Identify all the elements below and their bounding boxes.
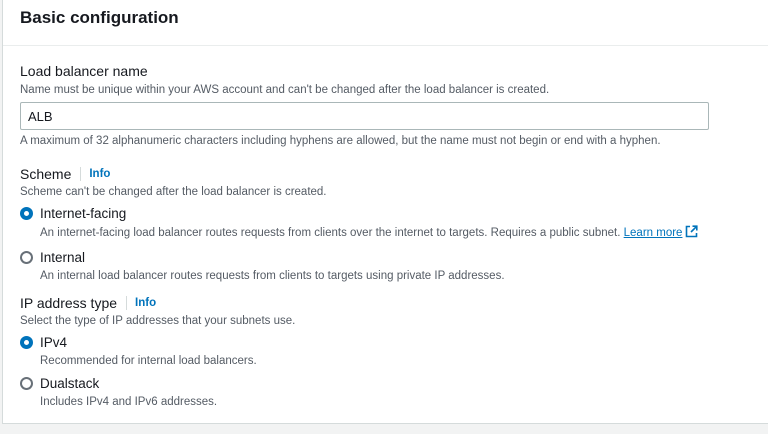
info-separator: [80, 167, 81, 181]
scheme-description: Scheme can't be changed after the load balancer is created.: [20, 186, 327, 198]
ip-type-option-dualstack[interactable]: [20, 375, 295, 410]
scheme-label: Scheme: [20, 166, 72, 182]
external-link-icon[interactable]: [685, 225, 698, 243]
basic-configuration-panel: [2, 0, 768, 424]
option-label: Internet-facing: [40, 206, 127, 221]
scheme-option-internet-facing[interactable]: [20, 205, 698, 243]
lb-name-constraint: A maximum of 32 alphanumeric characters including hyphens are allowed, but the name must not begin or end with a hyphen.: [20, 135, 661, 147]
option-label: IPv4: [40, 335, 68, 350]
lb-name-input[interactable]: [20, 102, 709, 130]
option-description: Includes IPv4 and IPv6 addresses.: [40, 396, 218, 408]
scheme-field: [20, 165, 698, 284]
radio-dualstack[interactable]: [20, 377, 33, 390]
ip-type-description: Select the type of IP addresses that your subnets use.: [20, 315, 296, 327]
lb-name-label: Load balancer name: [20, 63, 148, 79]
option-description: Recommended for internal load balancers.: [40, 355, 257, 367]
radio-ipv4[interactable]: [20, 336, 33, 349]
ip-type-field: [20, 294, 295, 410]
option-label: Internal: [40, 250, 86, 265]
option-description: An internal load balancer routes requests from clients to targets using private IP addresses.: [40, 270, 505, 282]
panel-title: Basic configuration: [20, 8, 179, 27]
ip-type-label-row: [20, 294, 295, 312]
option-label: Dualstack: [40, 376, 100, 391]
lb-name-field: [20, 62, 709, 149]
radio-internet-facing[interactable]: [20, 207, 33, 220]
ip-type-option-ipv4[interactable]: [20, 334, 295, 369]
scheme-label-row: [20, 165, 698, 183]
radio-internal[interactable]: [20, 251, 33, 264]
info-separator: [126, 296, 127, 310]
scheme-info-link[interactable]: Info: [89, 168, 111, 180]
scheme-option-internal[interactable]: [20, 249, 698, 284]
ip-type-label: IP address type: [20, 295, 118, 311]
lb-name-description: Name must be unique within your AWS account and can't be changed after the load balancer is created.: [20, 84, 550, 96]
ip-type-info-link[interactable]: Info: [135, 297, 157, 309]
panel-header: [3, 0, 768, 46]
option-description: An internet-facing load balancer routes requests from clients over the internet to targets. Requires a public subnet.: [40, 227, 621, 239]
learn-more-link[interactable]: Learn more: [623, 227, 683, 239]
